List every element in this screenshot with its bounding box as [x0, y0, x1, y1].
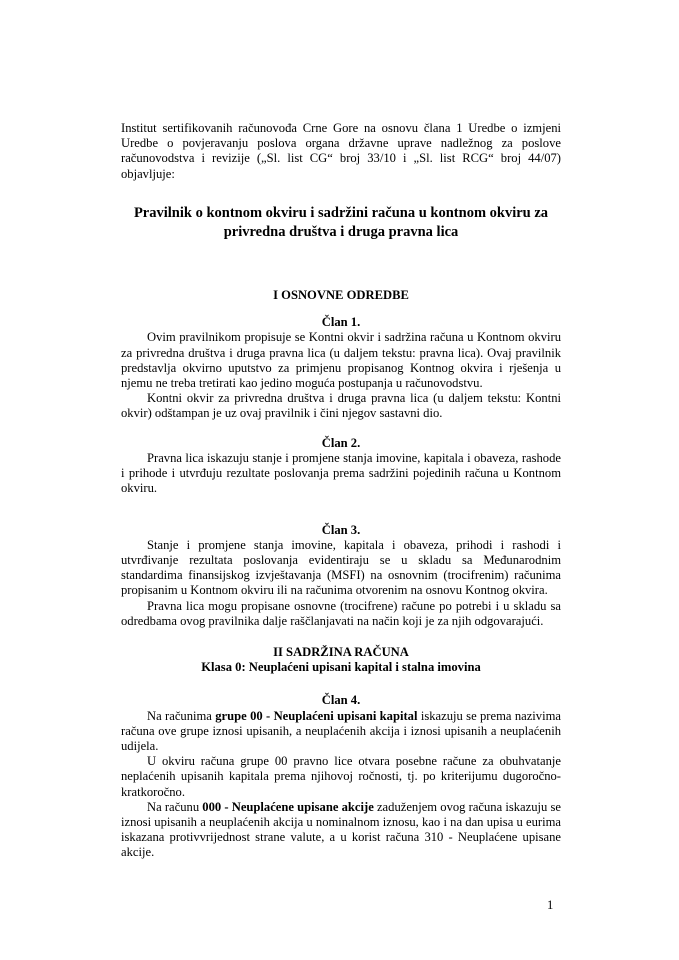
clan3-paragraph-2: Pravna lica mogu propisane osnovne (trocifrene) račune po potrebi i u skladu sa odredbama ovog pravilnika dalje raščlanjavati na način koji je za njih odgovarajući. [121, 598, 561, 628]
clan4-paragraph-1 [121, 709, 561, 755]
clan4-p1-text-pre: Na računima [147, 708, 216, 723]
clan4-paragraph-2: U okviru računa grupe 00 pravno lice otvara posebne račune za obuhvatanje neplaćenih upisanih kapitala prema njihovoj ročnosti, tj. po kriterijumu dugoročno-kratkoročno. [121, 754, 561, 799]
section2-subheading: Klasa 0: Neuplaćeni upisani kapital i stalna imovina [201, 660, 481, 675]
clan1-paragraph-1: Ovim pravilnikom propisuje se Kontni okvir i sadržina računa u Kontnom okviru za privredna društva i druga pravna lica (u daljem tekstu: pravna lica). Ovaj pravilnik predstavlja okvirno uputstvo za primjenu propisanog Kontnog okvira i rješenja u njemu ne treba tretirati kao jedino moguća postupanja u računovodstvu. [121, 330, 561, 391]
clan4-paragraph-3 [121, 800, 561, 861]
section1-heading: I OSNOVNE ODREDBE [273, 288, 409, 303]
section2-heading: II SADRŽINA RAČUNA [273, 644, 409, 659]
clan1-paragraph-2: Kontni okvir za privredna društva i druga pravna lica (u daljem tekstu: Kontni okvir) odštampan je uz ovaj pravilnik i čini njegov sastavni dio. [121, 391, 561, 421]
clan4-p1-bold-term: grupe 00 - Neuplaćeni upisani kapital [215, 708, 418, 723]
clan4-p3-text-pre: Na računu [147, 799, 203, 814]
clan4-heading: Član 4. [321, 693, 361, 708]
page-number: 1 [547, 898, 554, 912]
clan4-p3-bold-term: 000 - Neuplaćene upisane akcije [202, 799, 374, 814]
clan4-p3-text-post: zaduženjem ovog računa iskazuju se iznosi upisanih a neuplaćenih akcija u nominalnom iznosu, kao i na dan upisa u eurima iskazana protivvrijednost strane valute, a u korist računa 310 - Neuplaćene upisane akcije. [121, 799, 561, 860]
clan1-heading: Član 1. [321, 315, 361, 330]
clan3-heading: Član 3. [321, 522, 361, 537]
clan2-paragraph-1: Pravna lica iskazuju stanje i promjene stanja imovine, kapitala i obaveza, rashode i prihode i utvrđuju rezultate poslovanja prema sadržini pojedinih računa u Kontnom okviru. [121, 450, 561, 496]
document-title: Pravilnik o kontnom okviru i sadržini računa u kontnom okviru za privredna društva i druga pravna lica [133, 204, 549, 240]
clan3-paragraph-1: Stanje i promjene stanja imovine, kapitala i obaveza, prihodi i rashodi i utvrđivanje rezultata poslovanja evidentiraju se u skladu sa Međunarodnim standardima finansijskog izvještavanja (MSFI) na osnovnim (trocifrenim) računima propisanim u Kontnom okviru ili na računima otvorenim na osnovu Kontnog okvira. [121, 537, 561, 598]
document-content [121, 121, 561, 861]
clan4-p1-text-post: iskazuju se prema nazivima računa ove grupe iznosi upisanih, a neuplaćenih akcija i iznosi upisanih a neuplaćenih udijela. [121, 708, 561, 753]
intro-paragraph: Institut sertifikovanih računovođa Crne Gore na osnovu člana 1 Uredbe o izmjeni Uredbe o povjeravanju poslova organa državne uprave nadležnog za poslove računovodstva i revizije („Sl. list CG“ broj 33/10 i „Sl. list RCG“ broj 44/07) objavljuje: [121, 121, 561, 181]
clan2-heading: Član 2. [321, 435, 361, 450]
